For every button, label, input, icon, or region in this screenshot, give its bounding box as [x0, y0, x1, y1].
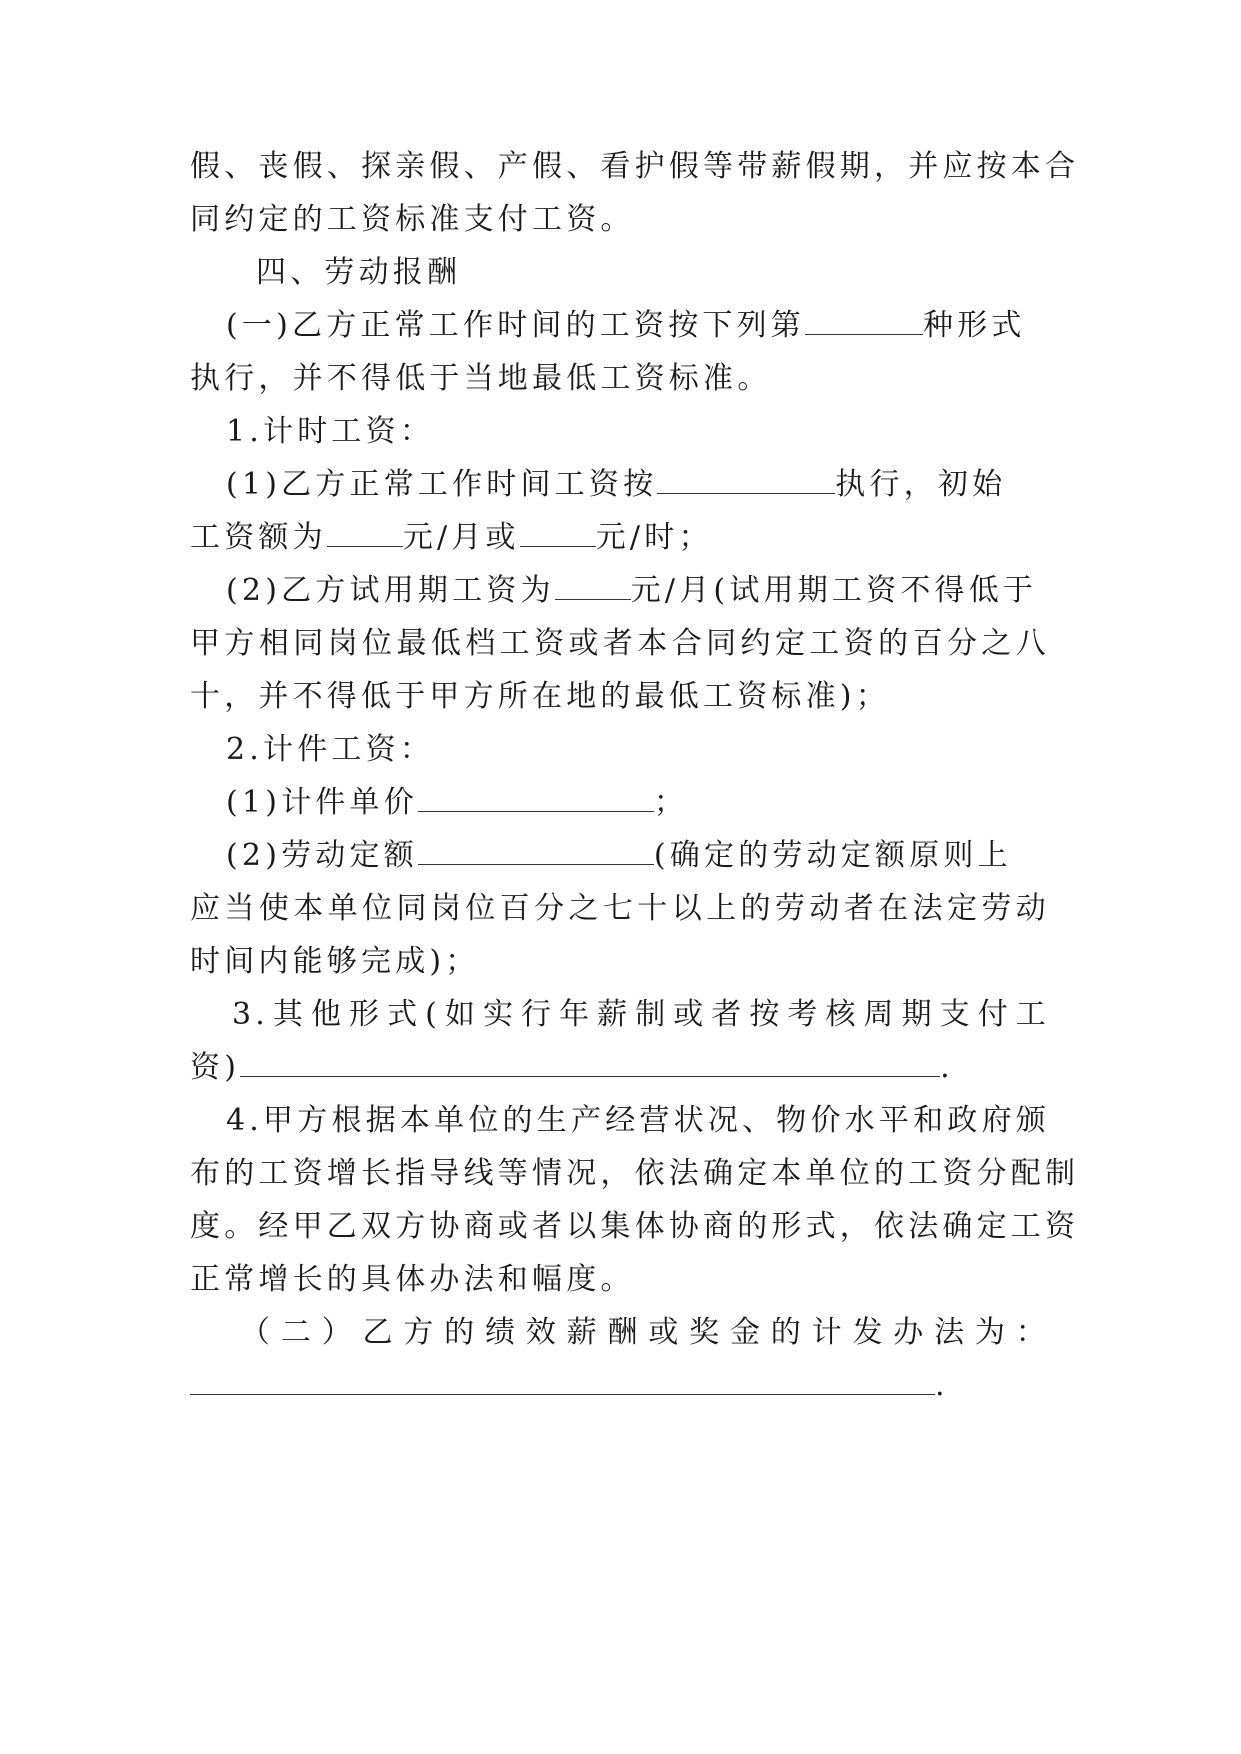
fill-in-blank[interactable]: [520, 510, 596, 547]
paragraph-line: 应当使本单位同岗位百分之七十以上的劳动者在法定劳动: [190, 891, 1050, 926]
paragraph-line: 布的工资增长指导线等情况，依法确定本单位的工资分配制: [190, 1156, 1080, 1191]
paragraph-line: 4.甲方根据本单位的生产经营状况、物价水平和政府颁: [226, 1103, 1050, 1138]
fill-in-blank[interactable]: [418, 828, 654, 865]
paragraph-line: 甲方相同岗位最低档工资或者本合同约定工资的百分之八: [190, 626, 1050, 661]
paragraph-line: [190, 509, 1050, 567]
fill-in-blank[interactable]: [555, 563, 631, 600]
paragraph-line: 执行，并不得低于当地最低工资标准。: [190, 361, 772, 396]
fill-in-blank[interactable]: [657, 457, 835, 494]
paragraph-line: （二）乙方的绩效薪酬或奖金的计发办法为：: [240, 1315, 1050, 1350]
text-segment: 执行，初始: [835, 467, 1007, 502]
fill-in-blank[interactable]: [327, 510, 403, 547]
item-heading: 1.计时工资：: [226, 414, 435, 449]
text-segment: 元/月(试用期工资不得低于: [630, 573, 1038, 608]
text-segment: (1)计件单价: [226, 785, 418, 820]
paragraph-line: 正常增长的具体办法和幅度。: [190, 1262, 635, 1297]
text-segment: (确定的劳动定额原则上: [653, 838, 1012, 873]
fill-in-blank[interactable]: [240, 1040, 940, 1077]
text-segment: (1)乙方正常工作时间工资按: [226, 467, 658, 502]
paragraph-line: 时间内能够完成)；: [190, 944, 480, 979]
fill-in-blank[interactable]: [418, 775, 654, 812]
text-segment: ；: [653, 785, 689, 820]
paragraph-line: 十，并不得低于甲方所在地的最低工资标准)；: [190, 679, 890, 714]
paragraph-line: [226, 562, 1038, 620]
text-segment: 元/月或: [402, 520, 520, 555]
text-segment: 工资额为: [190, 520, 327, 555]
paragraph-line: [226, 827, 1020, 885]
text-segment: .: [935, 1368, 949, 1403]
text-segment: 资): [190, 1050, 241, 1085]
paragraph-line: 3.其他形式(如实行年薪制或者按考核周期支付工: [232, 997, 1050, 1032]
paragraph-line: 同约定的工资标准支付工资。: [190, 202, 635, 237]
paragraph-line: [226, 774, 1020, 832]
paragraph-line: [226, 297, 1026, 355]
text-segment: (2)乙方试用期工资为: [226, 573, 555, 608]
text-segment: (一)乙方正常工作时间的工资按下列第: [226, 308, 806, 343]
paragraph-line: 度。经甲乙双方协商或者以集体协商的形式，依法确定工资: [190, 1209, 1080, 1244]
fill-in-blank[interactable]: [805, 298, 923, 335]
text-segment: (2)劳动定额: [226, 838, 418, 873]
paragraph-line: [226, 456, 1020, 514]
section-heading: 四、劳动报酬: [256, 255, 462, 290]
paragraph-line: [190, 1357, 1050, 1415]
item-heading: 2.计件工资：: [226, 732, 435, 767]
text-segment: 元/时；: [595, 520, 713, 555]
text-segment: .: [940, 1050, 954, 1085]
paragraph-line: [190, 1039, 1050, 1097]
text-segment: 种形式: [923, 308, 1026, 343]
fill-in-blank[interactable]: [190, 1358, 935, 1395]
paragraph-line: 假、丧假、探亲假、产假、看护假等带薪假期，并应按本合: [190, 149, 1080, 184]
